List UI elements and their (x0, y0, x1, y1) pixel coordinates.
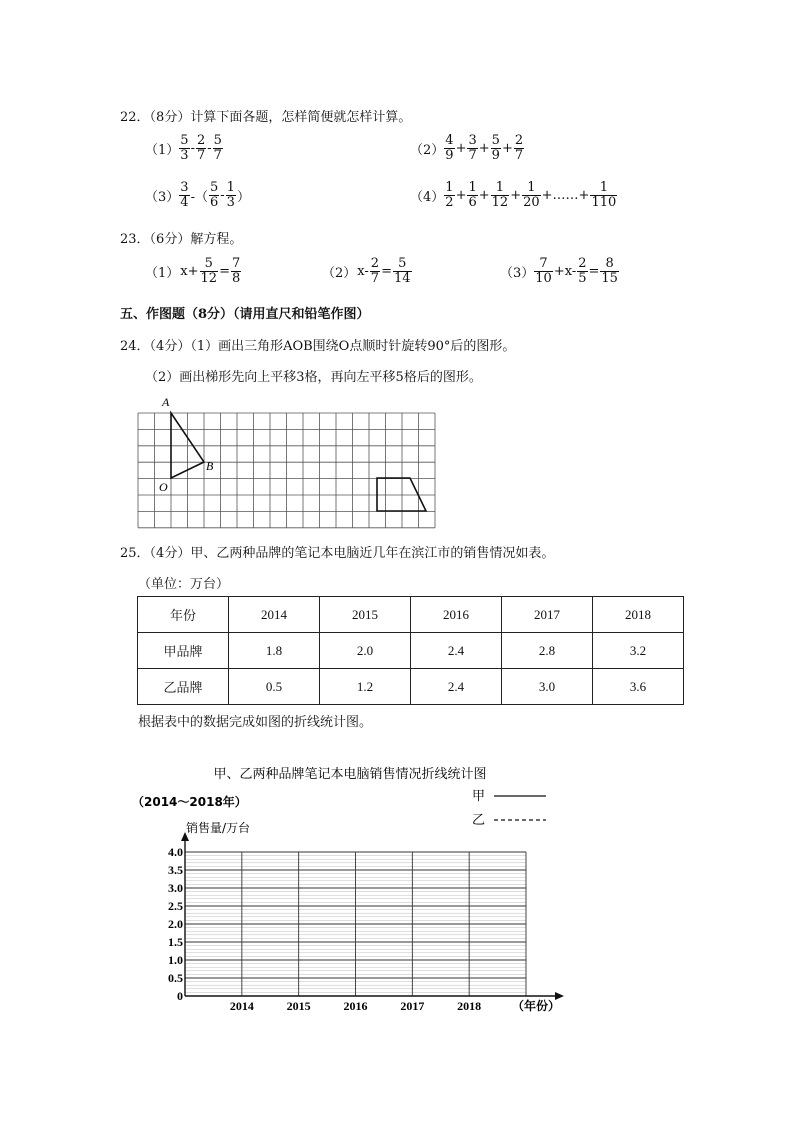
fraction: $\frac{5}{6}$ (209, 180, 219, 210)
chart-subtitle: （2014～2018年） (132, 795, 247, 809)
y-tick-label: 2.0 (168, 917, 183, 931)
fraction: $\frac{7}{10}$ (535, 256, 552, 286)
q22-p4-label: （4） (410, 190, 445, 205)
q22-p3-label: （3） (145, 190, 180, 205)
fraction: $\frac{1}{110}$ (591, 180, 617, 210)
q23-part3: （3） $\frac{7}{10}$ +x- $\frac{2}{5}$ = $\frac{8}{15}$ (500, 256, 618, 286)
table-header-row (138, 597, 684, 633)
q23-title: 23．（6分）解方程。 (120, 232, 243, 247)
table-cell: 2.8 (502, 633, 593, 669)
fraction: $\frac{8}{15}$ (601, 256, 618, 286)
fraction: $\frac{2}{7}$ (196, 133, 206, 163)
chart-grid (185, 852, 526, 996)
q25-title: 25．（4分）甲、乙两种品牌的笔记本电脑近几年在滨江市的销售情况如表。 (120, 546, 555, 561)
chart-title: 甲、乙两种品牌笔记本电脑销售情况折线统计图 (213, 767, 487, 782)
table-header-cell: 2016 (411, 597, 502, 633)
table-header-cell: 2015 (320, 597, 411, 633)
table-header-cell: 年份 (138, 597, 229, 633)
fraction: $\frac{3}{4}$ (180, 180, 189, 210)
table-cell: 3.0 (502, 669, 593, 705)
y-tick-labels (168, 845, 183, 1003)
q22-title: 22．（8分）计算下面各题，怎样简便就怎样计算。 (120, 110, 412, 125)
y-tick-label: 1.0 (168, 953, 183, 967)
table-cell: 2.4 (411, 633, 502, 669)
x-tick-label: 2018 (457, 999, 482, 1013)
fraction: $\frac{5}{12}$ (200, 256, 218, 286)
table-row (138, 669, 684, 705)
q23-p1-label: （1） (145, 266, 180, 281)
table-cell: 1.2 (320, 669, 411, 705)
legend-label-yi: 乙 (472, 813, 486, 828)
y-axis-label: 销售量/万台 (186, 821, 251, 835)
fraction: $\frac{1}{3}$ (226, 180, 235, 210)
sales-table (137, 596, 684, 705)
fraction: $\frac{1}{6}$ (468, 180, 477, 210)
q25-instruction: 根据表中的数据完成如图的折线统计图。 (138, 715, 373, 730)
fraction: $\frac{1}{12}$ (491, 180, 509, 210)
table-header-cell: 2017 (502, 597, 593, 633)
y-tick-label: 4.0 (168, 845, 183, 859)
q23-part1: （1） x+ $\frac{5}{12}$ = $\frac{7}{8}$ (145, 256, 241, 286)
y-tick-label: 0 (177, 989, 183, 1003)
fraction: $\frac{5}{3}$ (180, 133, 189, 163)
x-tick-label: 2014 (229, 999, 254, 1013)
fraction: $\frac{2}{5}$ (578, 256, 587, 286)
fraction: $\frac{3}{7}$ (468, 133, 477, 163)
label-b: B (206, 459, 214, 473)
x-tick-label: 2016 (343, 999, 368, 1013)
q24-grid-figure (130, 390, 450, 530)
table-cell: 甲品牌 (138, 633, 229, 669)
table-header-cell: 2018 (593, 597, 684, 633)
q24-line2: （2）画出梯形先向上平移3格，再向左平移5格后的图形。 (145, 370, 482, 385)
table-row (138, 633, 684, 669)
fraction: $\frac{7}{8}$ (231, 256, 241, 286)
table-header-cell: 2014 (229, 597, 320, 633)
q23-p2-label: （2） (322, 266, 357, 281)
q25-unit: （单位：万台） (138, 577, 230, 592)
q23-part2: （2） x- $\frac{2}{7}$ = $\frac{5}{14}$ (322, 256, 411, 286)
table-cell: 0.5 (229, 669, 320, 705)
fraction: $\frac{1}{2}$ (445, 180, 454, 210)
fraction: $\frac{1}{20}$ (523, 180, 540, 210)
q24-line1: 24．（4分）（1）画出三角形AOB围绕O点顺时针旋转90°后的图形。 (120, 339, 516, 354)
x-tick-label: 2015 (286, 999, 311, 1013)
table-cell: 1.8 (229, 633, 320, 669)
fraction: $\frac{4}{9}$ (445, 133, 454, 163)
x-axis-label: （年份） (512, 999, 561, 1013)
x-tick-label: 2017 (400, 999, 425, 1013)
table-cell: 3.2 (593, 633, 684, 669)
y-tick-label: 3.0 (168, 881, 183, 895)
table-cell: 2.0 (320, 633, 411, 669)
q22-p2-label: （2） (410, 143, 445, 158)
label-o: O (159, 480, 168, 494)
q23-p3-label: （3） (500, 266, 535, 281)
y-tick-label: 2.5 (168, 899, 183, 913)
fraction: $\frac{5}{7}$ (213, 133, 222, 163)
q22-part2: （2） $\frac{4}{9}$ + $\frac{3}{7}$ + $\frac{5}{9}$ + $\frac{2}{7}$ (410, 133, 524, 163)
q22-part3: （3） $\frac{3}{4}$ -（ $\frac{5}{6}$ - $\frac{1}{3}$ ） (145, 180, 250, 210)
y-tick-label: 1.5 (168, 935, 183, 949)
fraction: $\frac{2}{7}$ (514, 133, 524, 163)
table-cell: 2.4 (411, 669, 502, 705)
x-tick-labels (230, 999, 481, 1013)
table-cell: 乙品牌 (138, 669, 229, 705)
section5-title: 五、作图题（8分）（请用直尺和铅笔作图） (120, 307, 370, 322)
q22-part1: （1） $\frac{5}{3}$ - $\frac{2}{7}$ - $\frac{5}{7}$ (145, 133, 222, 163)
fraction: $\frac{5}{9}$ (491, 133, 500, 163)
q22-p1-label: （1） (145, 143, 180, 158)
y-tick-label: 3.5 (168, 863, 183, 877)
fraction: $\frac{5}{14}$ (393, 256, 411, 286)
y-tick-label: 0.5 (168, 971, 183, 985)
fraction: $\frac{2}{7}$ (370, 256, 380, 286)
table-cell: 3.6 (593, 669, 684, 705)
line-chart (120, 758, 580, 1023)
label-a: A (162, 395, 170, 409)
legend-label-jia: 甲 (472, 789, 486, 804)
q22-part4: （4） $\frac{1}{2}$ + $\frac{1}{6}$ + $\frac{1}{12}$ + $\frac{1}{20}$ +……+ $\frac{1}{110}$ (410, 180, 617, 210)
